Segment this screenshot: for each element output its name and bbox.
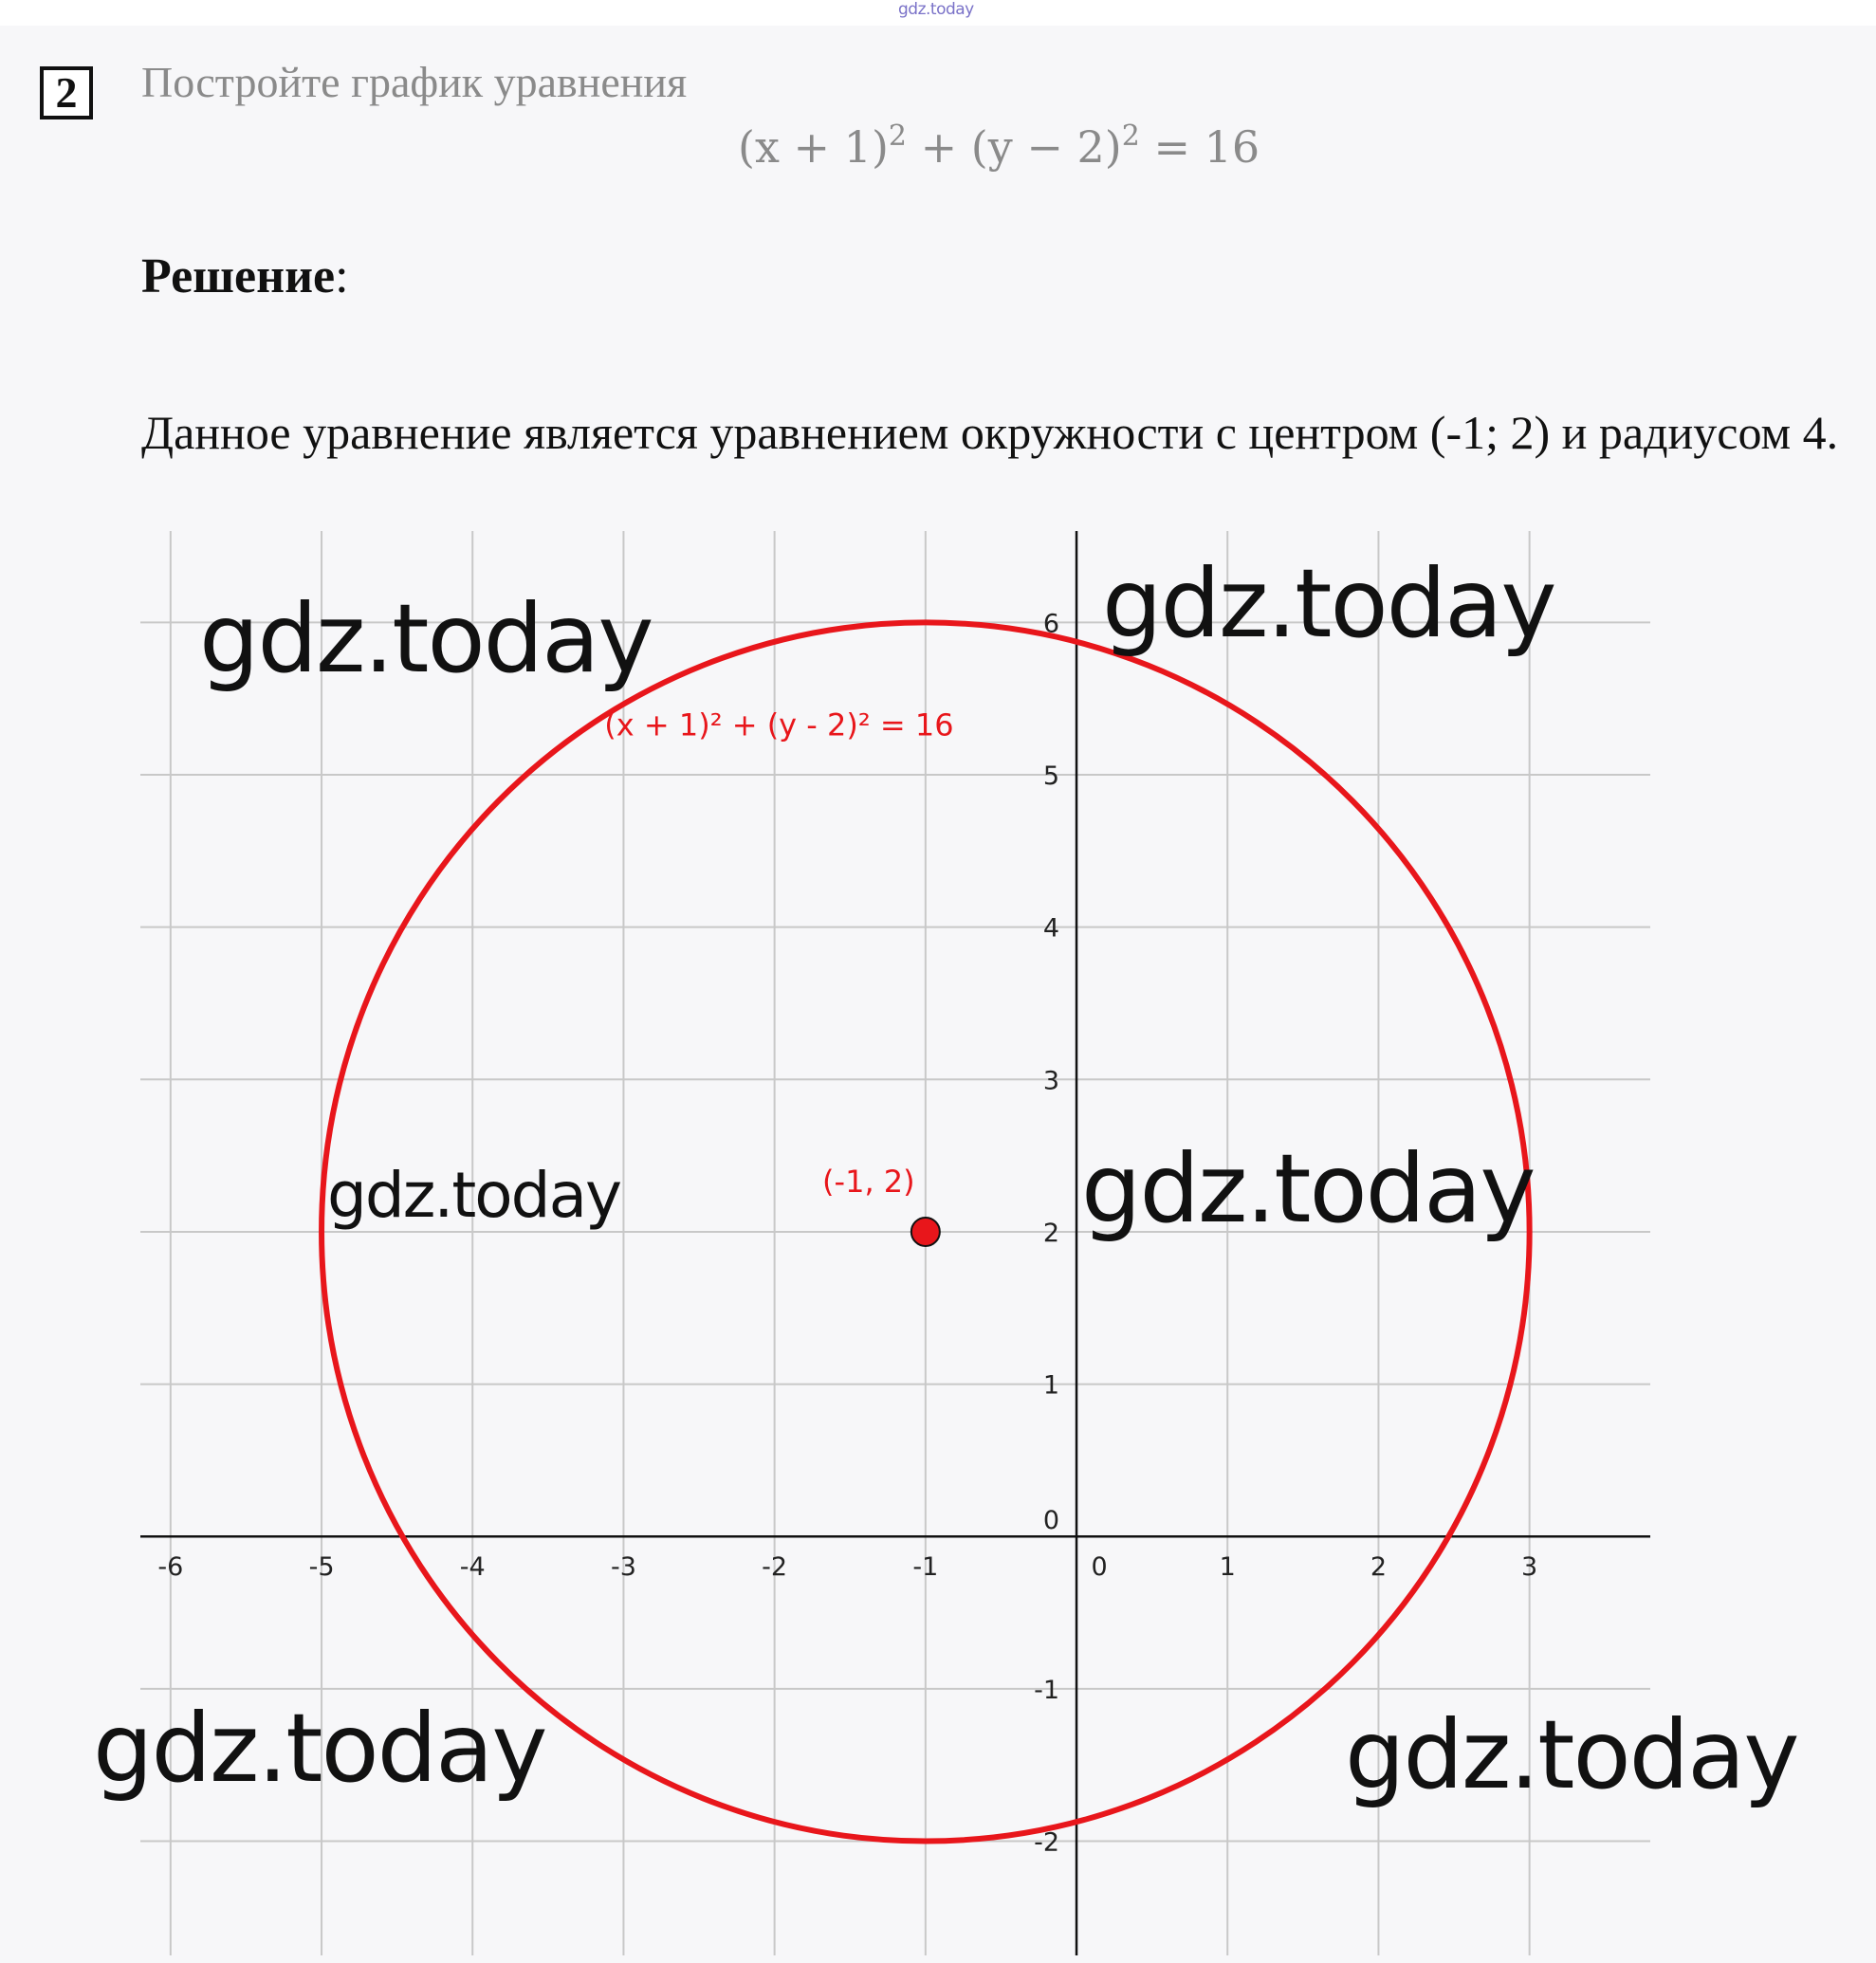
top-bar	[0, 0, 1876, 26]
watermark: gdz.today	[93, 1693, 546, 1804]
x-tick-label: 3	[1521, 1552, 1538, 1583]
center-point-label: (-1, 2)	[822, 1163, 915, 1200]
y-tick-label: -2	[1034, 1827, 1060, 1858]
task-number: 2	[40, 66, 93, 119]
solution-text: Данное уравнение является уравнением окружности с центром (-1; 2) и радиусом 4.	[141, 406, 1839, 459]
x-tick-label: -2	[762, 1552, 788, 1583]
center-point	[911, 1218, 940, 1246]
site-watermark: gdz.today	[898, 0, 974, 19]
solution-heading-colon: :	[335, 249, 349, 303]
y-tick-label: 4	[1042, 913, 1060, 944]
equation-term-y: (y − 2)	[970, 121, 1122, 173]
y-tick-label: 2	[1042, 1218, 1060, 1248]
x-tick-label: -4	[459, 1552, 486, 1583]
task-equation	[738, 121, 1260, 173]
equation-plus: +	[920, 121, 958, 173]
circle-label: (x + 1)² + (y - 2)² = 16	[604, 706, 954, 743]
y-tick-label: 5	[1042, 761, 1060, 792]
x-tick-label: -1	[912, 1552, 939, 1583]
x-tick-label: 2	[1370, 1552, 1388, 1583]
y-tick-label: 1	[1042, 1370, 1060, 1401]
x-tick-label: 1	[1219, 1552, 1236, 1583]
watermark: gdz.today	[327, 1159, 621, 1232]
watermark: gdz.today	[1081, 1133, 1535, 1244]
y-tick-label: 3	[1042, 1066, 1060, 1096]
equation-term-x: (x + 1)	[738, 121, 889, 173]
watermark: gdz.today	[1102, 548, 1555, 659]
y-tick-label: 0	[1042, 1506, 1060, 1536]
y-tick-label: -1	[1034, 1675, 1060, 1705]
equation-exp-y: 2	[1121, 119, 1140, 153]
y-tick-label: 6	[1042, 609, 1060, 639]
x-tick-label: 0	[1091, 1552, 1108, 1583]
x-tick-label: -5	[308, 1552, 335, 1583]
watermark: gdz.today	[1345, 1699, 1798, 1810]
task-text: Постройте график уравнения	[141, 58, 688, 106]
x-tick-label: -6	[157, 1552, 184, 1583]
equation-rhs: = 16	[1153, 121, 1260, 173]
watermark: gdz.today	[199, 583, 653, 694]
solution-heading	[141, 248, 349, 304]
solution-heading-label: Решение	[141, 249, 336, 303]
equation-exp-x: 2	[888, 119, 907, 153]
x-tick-label: -3	[610, 1552, 636, 1583]
